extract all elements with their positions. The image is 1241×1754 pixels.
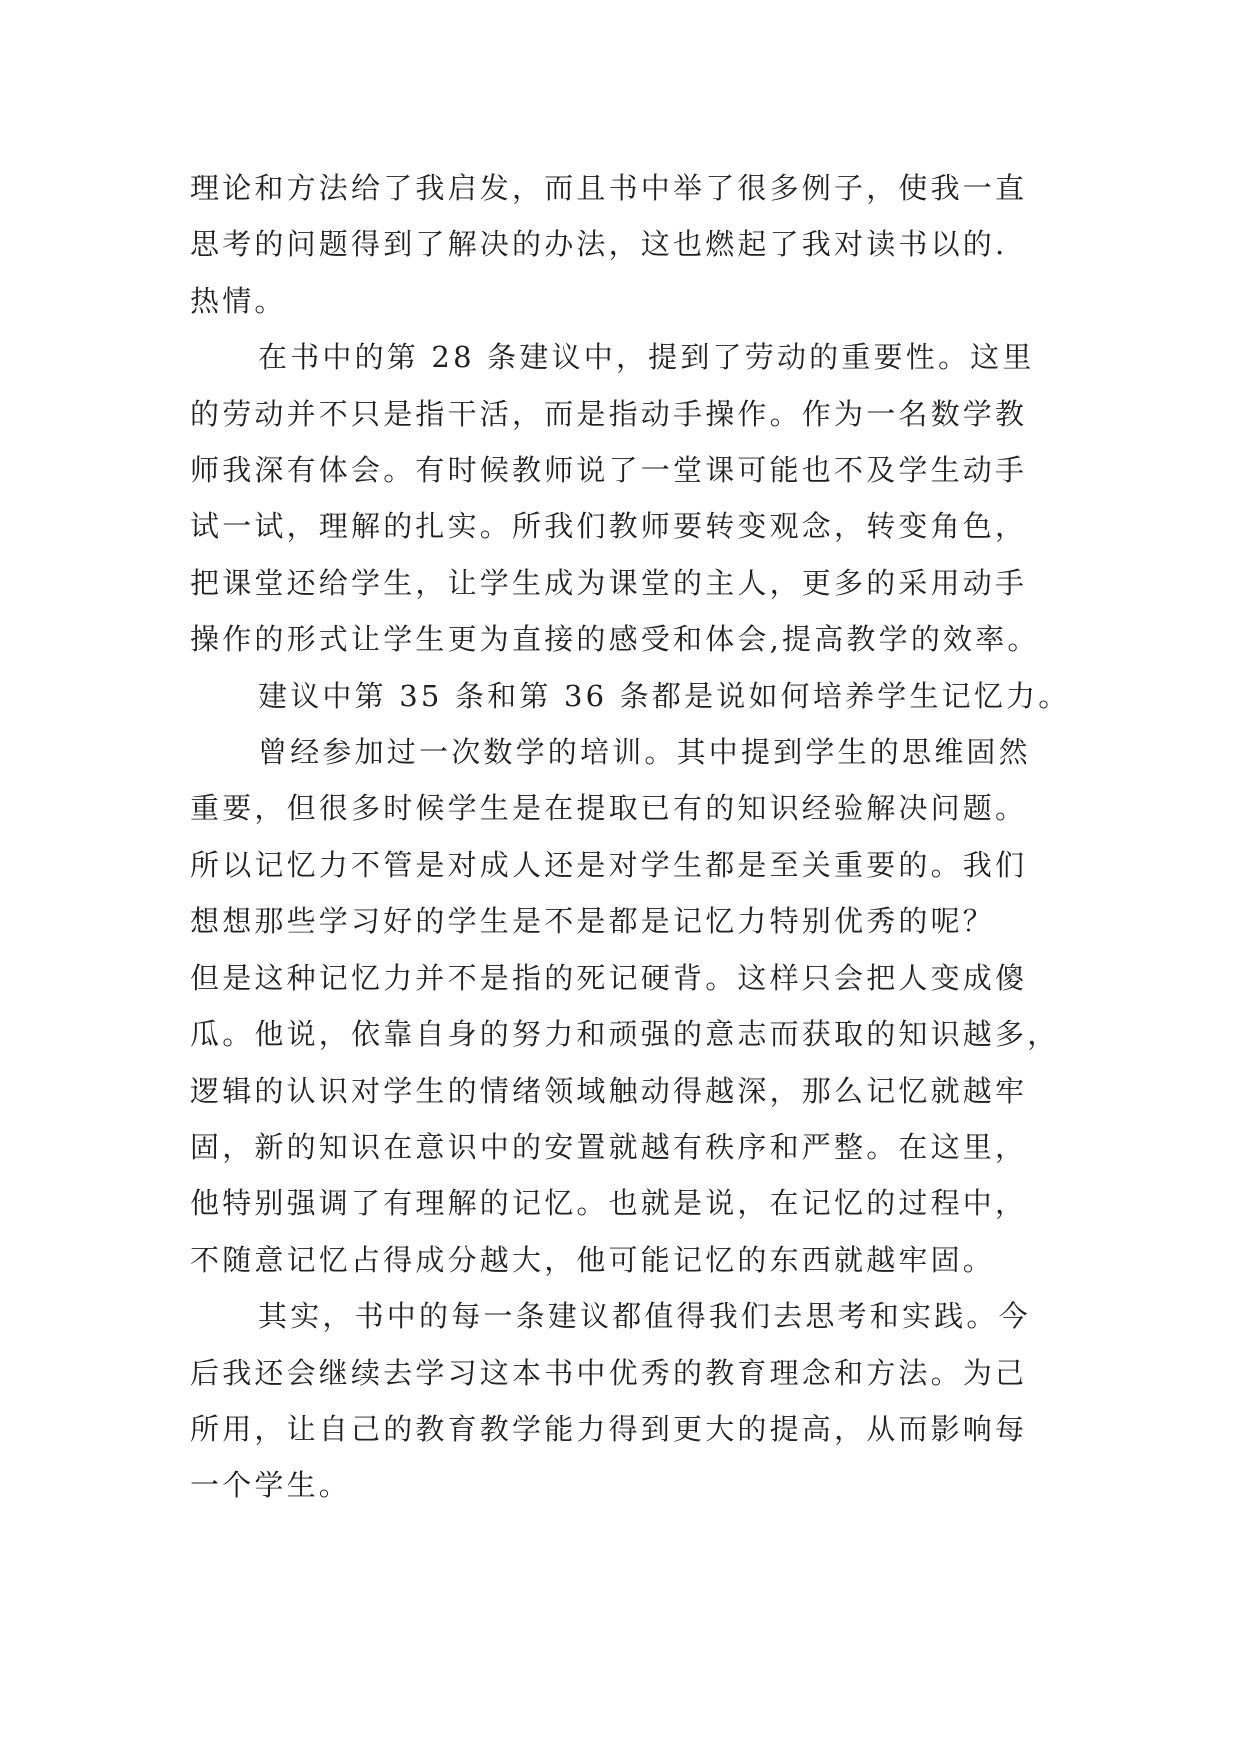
paragraph-1 [190, 160, 1070, 329]
paragraph-5 [190, 1288, 1070, 1514]
text-line: 热情。 [190, 283, 287, 318]
document-body [190, 160, 1070, 1514]
text-line: 其实，书中的每一条建议都值得我们去思考和实践。今 [258, 1299, 1031, 1334]
text-line: 固，新的知识在意识中的安置就越有秩序和严整。在这里， [190, 1129, 1028, 1164]
text-line: 师我深有体会。有时候教师说了一堂课可能也不及学生动手 [190, 453, 1028, 488]
text-line: 理论和方法给了我启发，而且书中举了很多例子，使我一直 [190, 171, 1028, 205]
text-line: 在书中的第 28 条建议中，提到了劳动的重要性。这里 [258, 340, 1035, 375]
text-line: 所以记忆力不管是对成人还是对学生都是至关重要的。我们 [190, 847, 1028, 882]
text-line: 建议中第 35 条和第 36 条都是说如何培养学生记忆力。 [258, 678, 1071, 713]
text-line: 逻辑的认识对学生的情绪领域触动得越深，那么记忆就越牢 [190, 1073, 1028, 1108]
text-line: 把课堂还给学生，让学生成为课堂的主人，更多的采用动手 [190, 565, 1028, 600]
text-line: 不随意记忆占得成分越大，他可能记忆的东西就越牢固。 [190, 1242, 996, 1277]
paragraph-4 [190, 724, 1070, 1288]
text-line: 所用，让自己的教育教学能力得到更大的提高，从而影响每 [190, 1411, 1028, 1446]
text-line: 一个学生。 [190, 1468, 352, 1503]
text-line: 的劳动并不只是指干活，而是指动手操作。作为一名数学教 [190, 396, 1028, 431]
paragraph-3 [190, 668, 1070, 724]
text-line: 瓜。他说，依靠自身的努力和顽强的意志而获取的知识越多， [190, 1017, 1060, 1052]
text-line: 思考的问题得到了解决的办法，这也燃起了我对读书以的. [190, 227, 1008, 262]
text-line: 但是这种记忆力并不是指的死记硬背。这样只会把人变成傻 [190, 960, 1028, 995]
text-line: 他特别强调了有理解的记忆。也就是说，在记忆的过程中， [190, 1186, 1028, 1221]
text-line: 重要，但很多时候学生是在提取已有的知识经验解决问题。 [190, 791, 1028, 826]
paragraph-2 [190, 329, 1070, 667]
text-line: 想想那些学习好的学生是不是都是记忆力特别优秀的呢？ [190, 904, 996, 939]
text-line: 操作的形式让学生更为直接的感受和体会,提高教学的效率。 [190, 622, 1040, 657]
text-line: 试一试，理解的扎实。所我们教师要转变观念，转变角色， [190, 509, 1028, 544]
text-line: 曾经参加过一次数学的培训。其中提到学生的思维固然 [258, 735, 1031, 770]
text-line: 后我还会继续去学习这本书中优秀的教育理念和方法。为己 [190, 1355, 1028, 1390]
